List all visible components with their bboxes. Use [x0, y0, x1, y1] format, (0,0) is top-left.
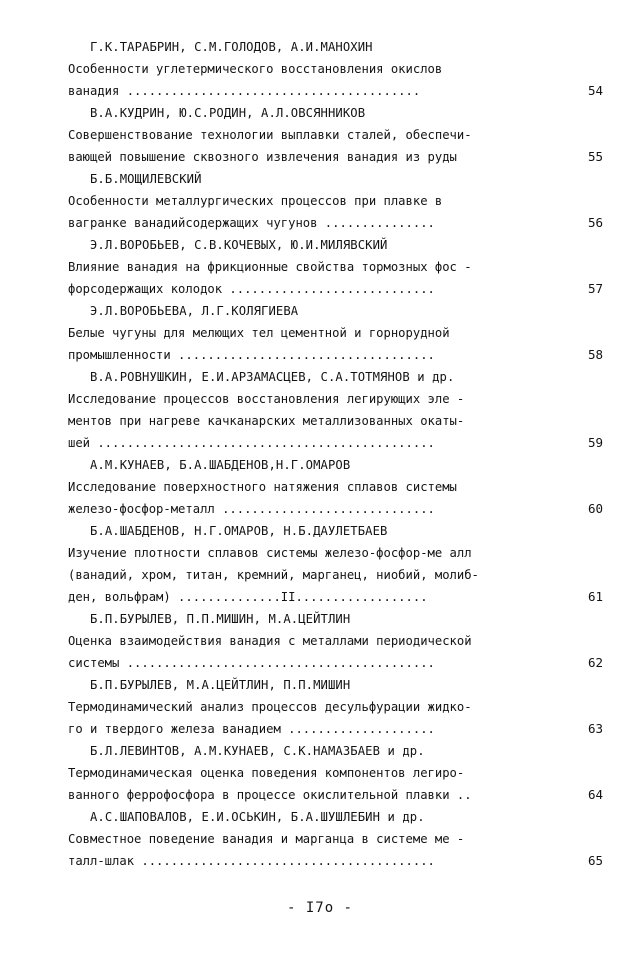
entry-page-number: 61 [587, 589, 603, 604]
entry-title-line [68, 586, 603, 608]
entry-page-number: 59 [587, 435, 603, 450]
toc-entry [68, 366, 603, 454]
toc-entry [68, 234, 603, 300]
entry-title-text: Изучение плотности сплавов системы железо-фосфор-ме алл [68, 546, 472, 560]
entry-title-line [68, 432, 603, 454]
toc-entry [68, 520, 603, 608]
entry-title-text: (ванадий, хром, титан, кремний, марганец, ниобий, молиб- [68, 568, 479, 582]
entry-title-line [68, 498, 603, 520]
entry-authors: А.С.ШАПОВАЛОВ, Е.И.ОСЬКИН, Б.А.ШУШЛЕБИН и др. [90, 810, 425, 824]
entry-title-line [68, 564, 603, 586]
entry-page-number: 55 [587, 149, 603, 164]
entry-title-text: Термодинамический анализ процессов десульфурации жидко- [68, 700, 472, 714]
entry-page-number: 60 [587, 501, 603, 516]
page-number: - I7o - [286, 900, 353, 916]
entry-title-line [68, 630, 603, 652]
entry-title-text: Исследование поверхностного натяжения сплавов системы [68, 480, 457, 494]
entry-title-text: Оценка взаимодействия ванадия с металлами периодической [68, 634, 472, 648]
entry-title-text: Особенности металлургических процессов при плавке в [68, 194, 443, 208]
entry-title-line [68, 322, 603, 344]
toc-entry [68, 168, 603, 234]
entry-title-line [68, 58, 603, 80]
entry-title-line [68, 278, 603, 300]
entry-title-line [68, 212, 603, 234]
entry-title-text: железо-фосфор-металл ............................. [68, 502, 435, 516]
entry-page-number: 63 [587, 721, 603, 736]
entry-authors: Б.П.БУРЫЛЕВ, П.П.МИШИН, М.А.ЦЕЙТЛИН [90, 612, 351, 626]
toc-entry [68, 740, 603, 806]
entry-page-number: 65 [587, 853, 603, 868]
entry-authors: Г.К.ТАРАБРИН, С.М.ГОЛОДОВ, А.И.МАНОХИН [90, 40, 373, 54]
entry-title-text: Термодинамическая оценка поведения компонентов легиро- [68, 766, 465, 780]
entry-title-text: вагранке ванадийсодержащих чугунов ............... [68, 216, 435, 230]
entry-page-number: 62 [587, 655, 603, 670]
entry-title-text: ванного феррофосфора в процессе окислительной плавки .. [68, 788, 472, 802]
entry-title-text: Влияние ванадия на фрикционные свойства тормозных фос - [68, 260, 472, 274]
toc-entry [68, 674, 603, 740]
entry-title-text: Белые чугуны для мелющих тел цементной и горнорудной [68, 326, 450, 340]
entry-page-number: 57 [587, 281, 603, 296]
entry-title-text: ден, вольфрам) ..............II.................. [68, 590, 428, 604]
toc-entry [68, 36, 603, 102]
entry-title-text: промышленности ................................... [68, 348, 435, 362]
toc-entry [68, 454, 603, 520]
entry-page-number: 56 [587, 215, 603, 230]
entry-authors: А.М.КУНАЕВ, Б.А.ШАБДЕНОВ,Н.Г.ОМАРОВ [90, 458, 351, 472]
entry-authors: В.А.РОВНУШКИН, Е.И.АРЗАМАСЦЕВ, С.А.ТОТМЯНОВ и др. [90, 370, 455, 384]
entry-title-line [68, 146, 603, 168]
entry-title-text: Совместное поведение ванадия и марганца в системе ме - [68, 832, 465, 846]
entry-title-line [68, 190, 603, 212]
toc-entry [68, 300, 603, 366]
entry-authors: Э.Л.ВОРОБЬЕВА, Л.Г.КОЛЯГИЕВА [90, 304, 299, 318]
entry-authors: Б.Б.МОЩИЛЕВСКИЙ [90, 172, 202, 186]
table-of-contents [68, 36, 603, 872]
entry-title-text: ванадия ........................................ [68, 84, 421, 98]
entry-title-line [68, 652, 603, 674]
entry-title-line [68, 410, 603, 432]
toc-entry [68, 608, 603, 674]
entry-title-line [68, 850, 603, 872]
entry-title-line [68, 762, 603, 784]
entry-title-text: форсодержащих колодок ............................ [68, 282, 435, 296]
entry-title-text: Исследование процессов восстановления легирующих эле - [68, 392, 465, 406]
entry-title-text: Совершенствование технологии выплавки сталей, обеспечи- [68, 128, 472, 142]
entry-title-text: Особенности углетермического восстановления окислов [68, 62, 443, 76]
entry-authors: Э.Л.ВОРОБЬЕВ, С.В.КОЧЕВЫХ, Ю.И.МИЛЯВСКИЙ [90, 238, 388, 252]
entry-title-line [68, 784, 603, 806]
entry-page-number: 64 [587, 787, 603, 802]
entry-page-number: 58 [587, 347, 603, 362]
entry-page-number: 54 [587, 83, 603, 98]
entry-authors: В.А.КУДРИН, Ю.С.РОДИН, А.Л.ОВСЯННИКОВ [90, 106, 366, 120]
entry-title-line [68, 718, 603, 740]
entry-title-line [68, 80, 603, 102]
entry-title-text: вающей повышение сквозного извлечения ванадия из руды [68, 150, 457, 164]
entry-title-text: ментов при нагреве качканарских металлизованных окаты- [68, 414, 465, 428]
toc-entry [68, 102, 603, 168]
entry-authors: Б.А.ШАБДЕНОВ, Н.Г.ОМАРОВ, Н.Б.ДАУЛЕТБАЕВ [90, 524, 388, 538]
entry-title-text: талл-шлак ........................................ [68, 854, 435, 868]
entry-title-text: шей .............................................. [68, 436, 435, 450]
entry-title-text: го и твердого железа ванадием .................... [68, 722, 435, 736]
entry-title-line [68, 124, 603, 146]
entry-title-line [68, 256, 603, 278]
entry-title-line [68, 828, 603, 850]
entry-authors: Б.П.БУРЫЛЕВ, М.А.ЦЕЙТЛИН, П.П.МИШИН [90, 678, 351, 692]
toc-entry [68, 806, 603, 872]
entry-title-line [68, 696, 603, 718]
entry-title-line [68, 476, 603, 498]
entry-title-text: системы .......................................... [68, 656, 435, 670]
entry-authors: Б.Л.ЛЕВИНТОВ, А.М.КУНАЕВ, С.К.НАМАЗБАЕВ и др. [90, 744, 425, 758]
entry-title-line [68, 542, 603, 564]
entry-title-line [68, 388, 603, 410]
entry-title-line [68, 344, 603, 366]
